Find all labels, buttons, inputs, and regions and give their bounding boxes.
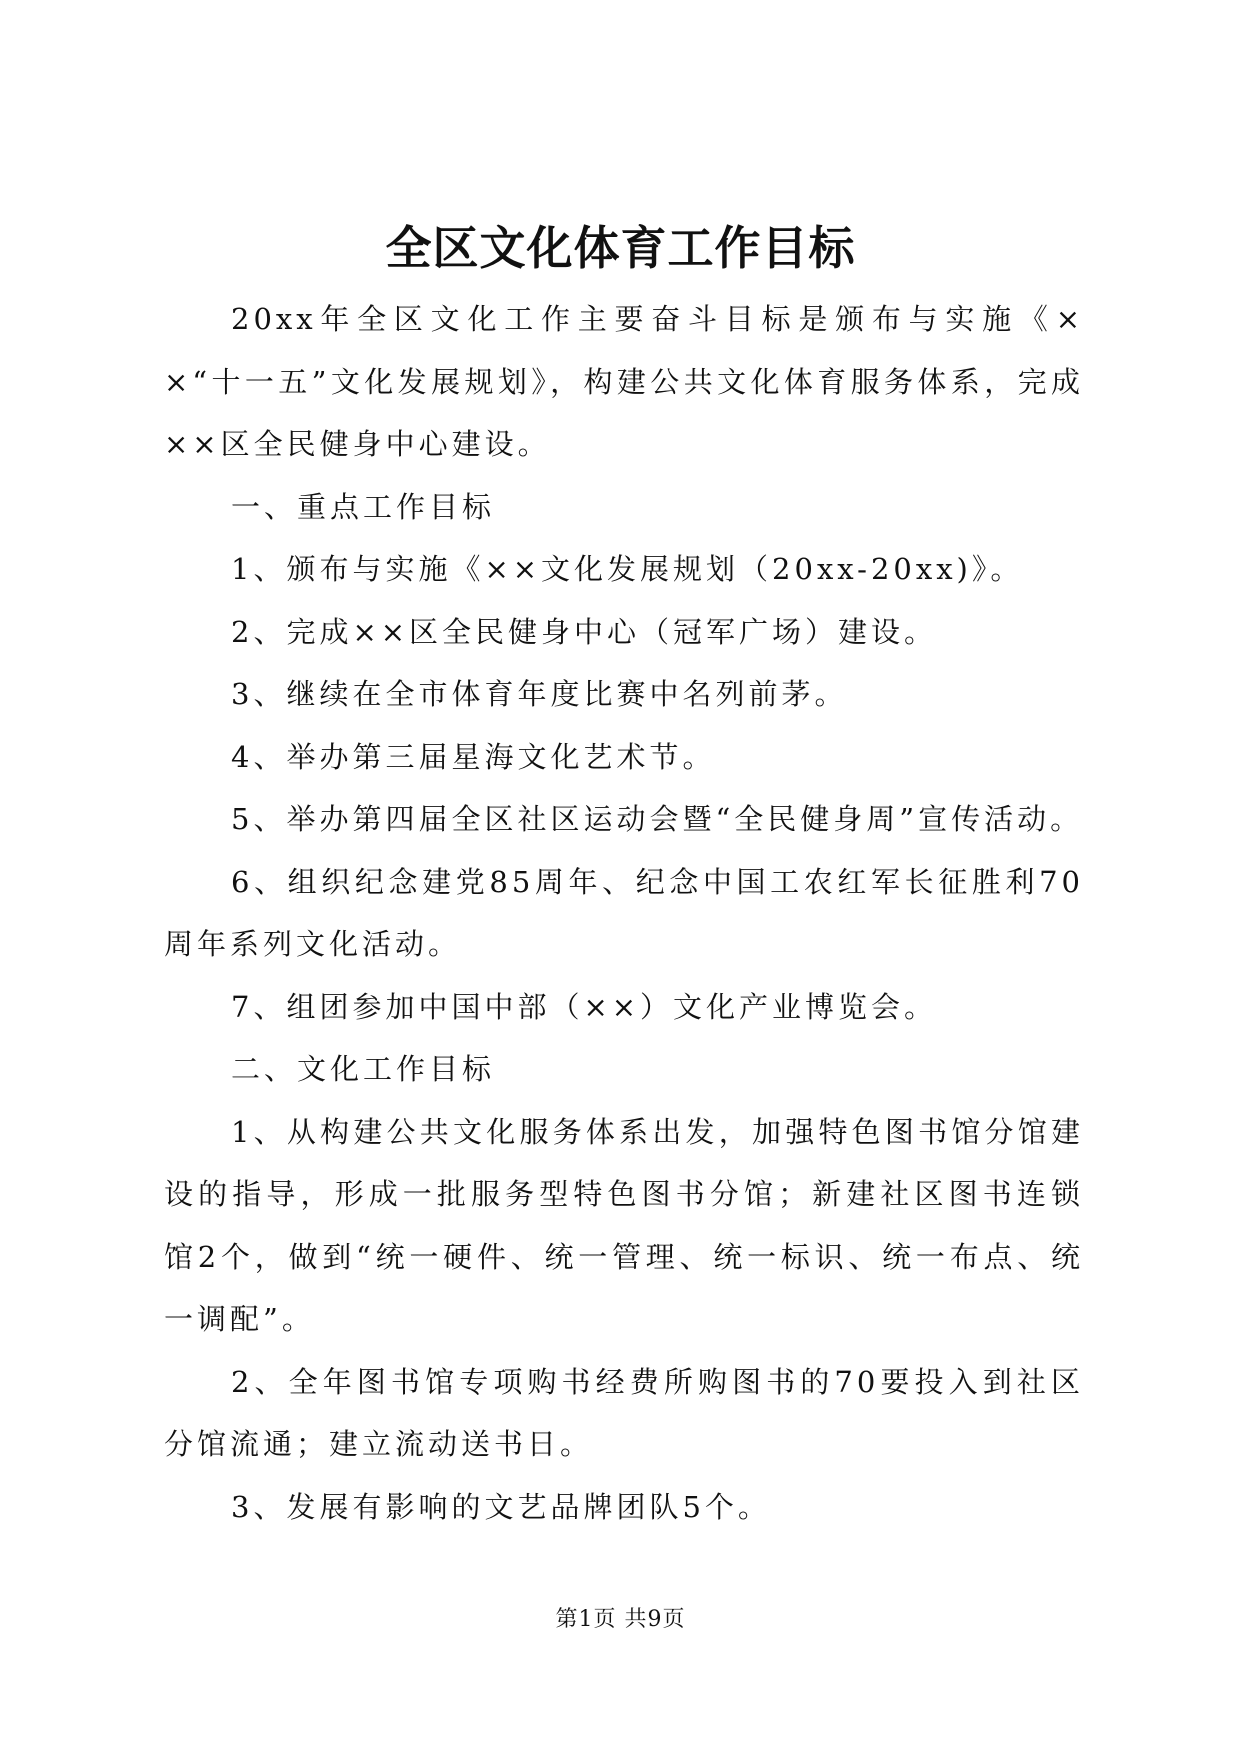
list-item: 5、举办第四届全区社区运动会暨“全民健身周”宣传活动。 <box>231 802 1084 836</box>
list-item: 1、从构建公共文化服务体系出发，加强特色图书馆分馆建设的指导，形成一批服务型特色图书分馆；新建社区图书连锁馆2个，做到“统一硬件、统一管理、统一标识、统一布点、统一调配”。 <box>164 1114 1084 1336</box>
list-item: 6、组织纪念建党85周年、纪念中国工农红军长征胜利70周年系列文化活动。 <box>164 864 1084 961</box>
document-body <box>164 288 1084 1538</box>
document-title: 全区文化体育工作目标 <box>385 221 856 275</box>
page-number-footer: 第1页 共9页 <box>555 1607 686 1632</box>
section-heading-key-goals: 一、重点工作目标 <box>231 489 496 524</box>
list-item: 1、颁布与实施《××文化发展规划（20xx-20xx)》。 <box>231 552 1024 586</box>
section-heading-culture-goals: 二、文化工作目标 <box>231 1052 496 1086</box>
list-item: 4、举办第三届星海文化艺术节。 <box>231 739 716 774</box>
list-item: 3、继续在全市体育年度比赛中名列前茅。 <box>231 677 848 711</box>
list-item: 7、组团参加中国中部（××）文化产业博览会。 <box>231 989 938 1024</box>
list-item: 2、完成××区全民健身中心（冠军广场）建设。 <box>231 614 938 649</box>
list-item: 3、发展有影响的文艺品牌团队5个。 <box>231 1489 771 1524</box>
paragraph-intro: 20xx年全区文化工作主要奋斗目标是颁布与实施《××“十一五”文化发展规划》，构建公共文化体育服务体系，完成××区全民健身中心建设。 <box>164 302 1084 461</box>
list-item: 2、全年图书馆专项购书经费所购图书的70要投入到社区分馆流通；建立流动送书日。 <box>164 1364 1084 1461</box>
